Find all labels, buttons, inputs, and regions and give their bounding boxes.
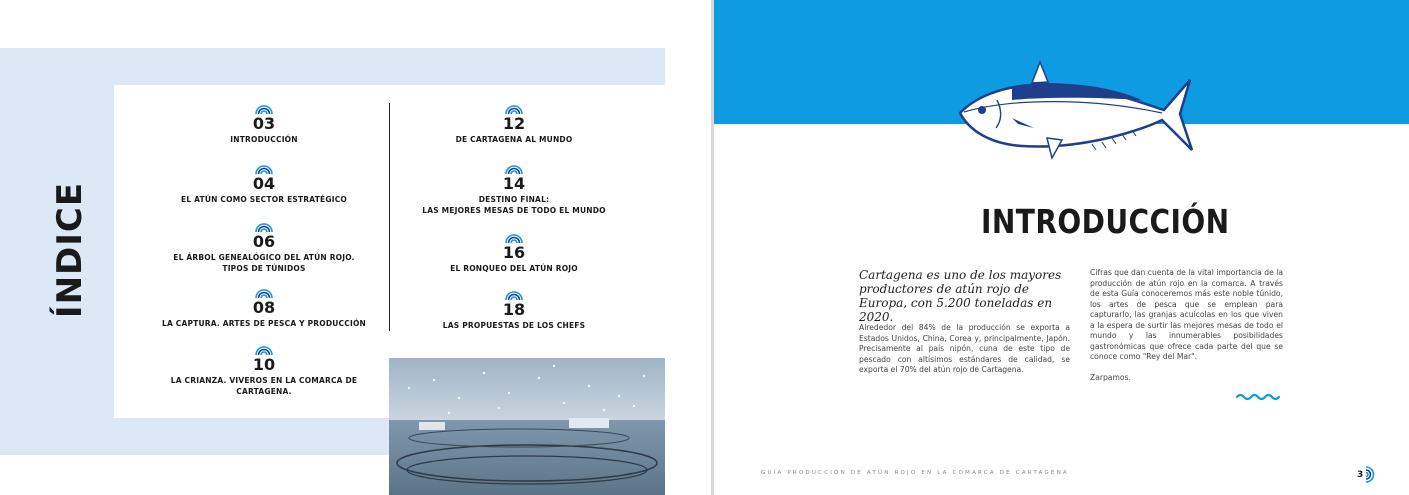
entry-page-number: 08 (252, 298, 276, 317)
index-entry[interactable] (404, 164, 624, 216)
body-column-right (1090, 268, 1283, 383)
index-entry[interactable] (404, 104, 624, 145)
index-entry[interactable] (154, 104, 374, 145)
wave-arch-icon (255, 164, 273, 174)
index-entry[interactable] (154, 222, 374, 274)
wave-arch-icon (505, 164, 523, 174)
body-paragraph-left: Alrededor del 84% de la producción se exporta a Estados Unidos, China, Corea y, principalmente, Japón. Precisamente al país nipón, cuna de este tipo de pescado con altísimos estándares de calidad, se exporta el 70% del atún rojo de Cartagena. (859, 323, 1070, 374)
index-entry[interactable] (404, 233, 624, 274)
entry-page-number: 18 (502, 300, 526, 319)
wave-arch-icon (1364, 466, 1378, 483)
index-entry[interactable] (404, 290, 624, 331)
entry-title: LAS PROPUESTAS DE LOS CHEFS (442, 321, 586, 330)
wave-icon (1236, 392, 1282, 401)
closing-line: Zarpamos. (1090, 372, 1131, 382)
entry-page-number: 04 (252, 174, 276, 193)
index-entry[interactable] (154, 288, 374, 329)
entry-title: DE CARTAGENA AL MUNDO (455, 135, 573, 144)
wave-arch-icon (505, 233, 523, 243)
entry-title: LA CAPTURA. ARTES DE PESCA Y PRODUCCIÓN (161, 319, 367, 328)
index-entry[interactable] (154, 164, 374, 205)
entry-page-number: 16 (502, 243, 526, 262)
body-paragraph-right: Cifras que dan cuenta de la vital importancia de la producción de atún rojo en la comarca. A través de esta Guía conoceremos más este noble túnido, los artes de pesca que se emplean para capturarlo, las granjas acuícolas en los que viven a la espera de surtir las mejores mesas de todo el mundo y las innumerables posibilidades gastronómicas que ofrece cada parte del que se conoce como "Rey del Mar". (1090, 268, 1283, 361)
entry-title: LA CRIANZA. VIVEROS EN LA COMARCA DE CARTAGENA. (170, 376, 358, 396)
wave-arch-icon (255, 288, 273, 298)
column-divider (389, 103, 390, 331)
lead-paragraph: Cartagena es uno de los mayores productores de atún rojo de Europa, con 5.200 toneladas en 2020. (859, 268, 1062, 324)
entry-page-number: 12 (502, 114, 526, 133)
entry-title: INTRODUCCIÓN (230, 135, 298, 144)
entry-title: EL ATÚN COMO SECTOR ESTRATÉGICO (181, 195, 347, 204)
running-footer: GUÍA PRODUCCIÓN DE ATÚN ROJO EN LA COMARCA DE CARTAGENA (761, 470, 1069, 476)
entry-title: EL RONQUEO DEL ATÚN ROJO (450, 264, 578, 273)
right-page (714, 0, 1409, 495)
index-title: ÍNDICE (50, 181, 90, 319)
wave-arch-icon (505, 290, 523, 300)
wave-arch-icon (505, 104, 523, 114)
tuna-fish-icon (952, 58, 1197, 170)
page-number: 3 (1357, 470, 1364, 480)
entry-title: EL ÁRBOL GENEALÓGICO DEL ATÚN ROJO. TIPOS DE TÚNIDOS (173, 253, 355, 273)
fish-farm-photo (389, 358, 665, 495)
wave-arch-icon (255, 104, 273, 114)
entry-page-number: 03 (252, 114, 276, 133)
entry-page-number: 10 (252, 355, 276, 374)
entry-page-number: 06 (252, 232, 276, 251)
entry-page-number: 14 (502, 174, 526, 193)
section-title: INTRODUCCIÓN (981, 202, 1230, 241)
wave-arch-icon (255, 222, 273, 232)
wave-arch-icon (255, 345, 273, 355)
index-entry[interactable] (154, 345, 374, 397)
entry-title: DESTINO FINAL: LAS MEJORES MESAS DE TODO EL MUNDO (422, 195, 606, 215)
